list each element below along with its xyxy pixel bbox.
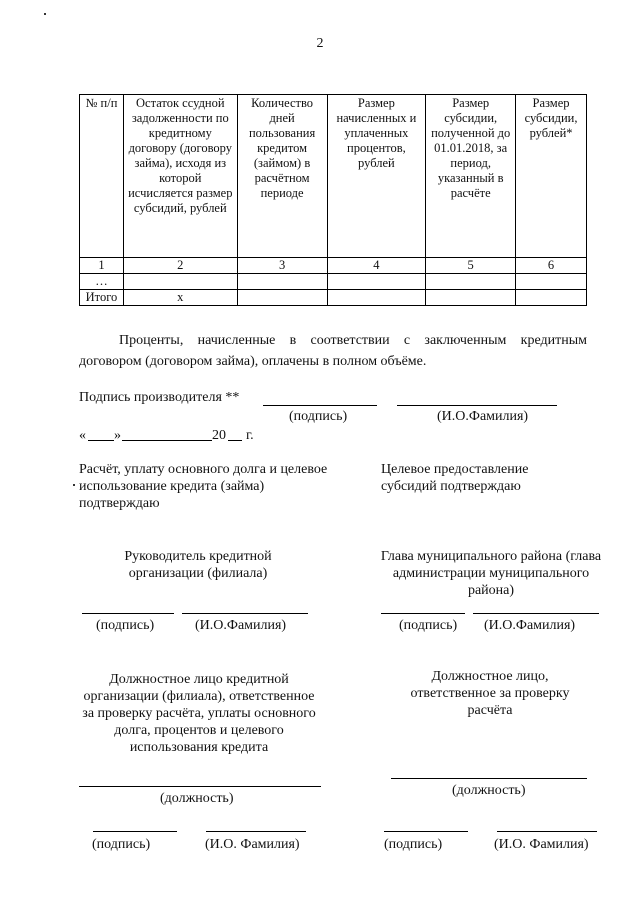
header-cell: Размер субсидии, полученной до 01.01.2018, за период, указанный в расчёте	[426, 95, 516, 258]
name-caption: (И.О.Фамилия)	[195, 618, 287, 633]
position-caption: (должность)	[452, 783, 526, 798]
signature-line	[263, 405, 377, 406]
header-cell: № п/п	[80, 95, 124, 258]
date-close: »	[114, 428, 121, 443]
table-header-row	[80, 95, 587, 258]
header-cell: Количество дней пользования кредитом (займом) в расчётном периоде	[237, 95, 327, 258]
left-official-title: Должностное лицо кредитной организации (филиала), ответственное за проверку расчёта, уплаты основного долга, процентов и целевого использования кредита	[82, 672, 316, 755]
year-line	[228, 440, 242, 441]
table-cell	[237, 290, 327, 306]
column-number: 4	[327, 258, 426, 274]
signature-line	[93, 831, 177, 832]
right-confirmation: Целевое предоставление субсидий подтверждаю	[381, 462, 529, 494]
date-open: «	[79, 428, 86, 443]
column-number: 5	[426, 258, 516, 274]
table-cell	[327, 274, 426, 290]
name-line	[497, 831, 597, 832]
ellipsis-cell: …	[80, 274, 124, 290]
table-row	[80, 274, 587, 290]
column-number: 1	[80, 258, 124, 274]
signature-line	[381, 613, 465, 614]
name-line	[397, 405, 557, 406]
column-number: 2	[123, 258, 237, 274]
total-label: Итого	[80, 290, 124, 306]
signature-caption: (подпись)	[289, 409, 348, 424]
table-row-total	[80, 290, 587, 306]
signature-caption: (подпись)	[96, 618, 155, 633]
scan-speck	[73, 484, 75, 486]
left-confirmation: Расчёт, уплату основного долга и целевое использование кредита (займа) подтверждаю	[79, 462, 328, 511]
column-number: 6	[516, 258, 587, 274]
total-mark: х	[123, 290, 237, 306]
table-cell	[327, 290, 426, 306]
table-cell	[516, 274, 587, 290]
name-caption: (И.О. Фамилия)	[205, 837, 300, 852]
table-cell	[426, 290, 516, 306]
scan-speck	[44, 13, 46, 15]
signature-caption: (подпись)	[92, 837, 151, 852]
name-line	[182, 613, 308, 614]
year-prefix: 20	[212, 428, 226, 443]
name-caption: (И.О. Фамилия)	[494, 837, 589, 852]
right-head-title: Глава муниципального района (глава администрации муниципального района)	[380, 549, 602, 598]
name-line	[206, 831, 306, 832]
header-cell: Размер субсидии, рублей*	[516, 95, 587, 258]
signature-caption: (подпись)	[399, 618, 458, 633]
name-line	[473, 613, 599, 614]
header-cell: Остаток ссудной задолженности по кредитному договору (договору займа), исходя из которой исчисляется размер субсидий, рублей	[123, 95, 237, 258]
payment-statement: Проценты, начисленные в соответствии с заключенным кредитным договором (договором займа), оплачены в полном объёме.	[79, 333, 587, 369]
year-suffix: г.	[246, 428, 254, 443]
table-cell	[237, 274, 327, 290]
day-line	[88, 440, 114, 441]
producer-signature-label: Подпись производителя **	[79, 390, 240, 405]
name-caption: (И.О.Фамилия)	[437, 409, 529, 424]
right-official-title: Должностное лицо, ответственное за проверку расчёта	[410, 669, 570, 718]
position-caption: (должность)	[160, 791, 234, 806]
signature-line	[384, 831, 468, 832]
table-row	[80, 258, 587, 274]
signature-line	[82, 613, 174, 614]
month-line	[122, 440, 212, 441]
table-cell	[516, 290, 587, 306]
column-number: 3	[237, 258, 327, 274]
table-cell	[426, 274, 516, 290]
position-line	[79, 786, 321, 787]
table-cell	[123, 274, 237, 290]
signature-caption: (подпись)	[384, 837, 443, 852]
header-cell: Размер начисленных и уплаченных процентов, рублей	[327, 95, 426, 258]
position-line	[391, 778, 587, 779]
calculation-table	[79, 94, 587, 306]
name-caption: (И.О.Фамилия)	[484, 618, 576, 633]
left-head-title: Руководитель кредитной организации (филиала)	[124, 549, 272, 581]
page-number: 2	[316, 36, 324, 51]
